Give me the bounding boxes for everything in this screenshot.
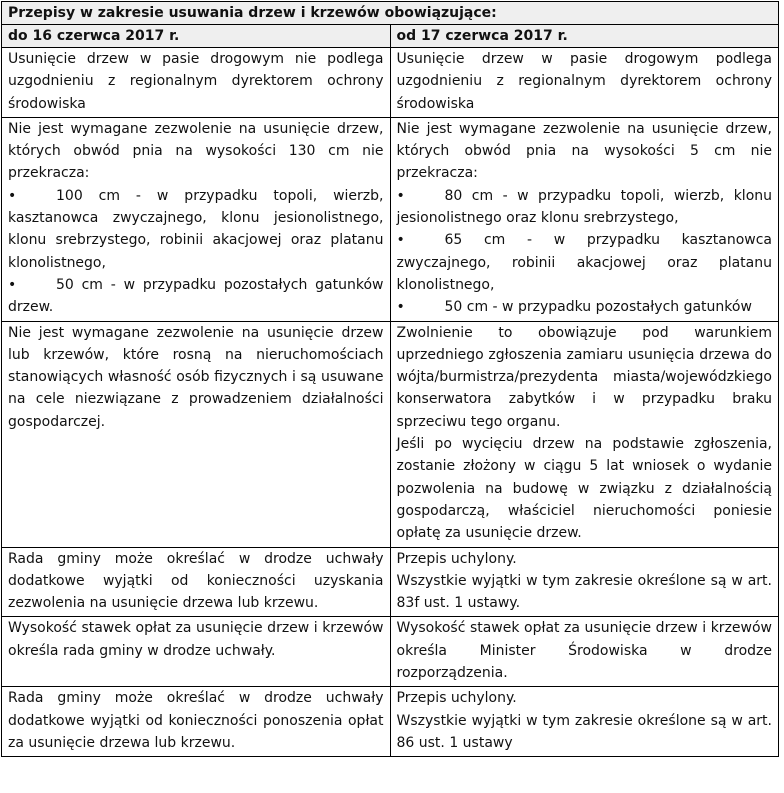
bullet-icon: •	[396, 187, 405, 204]
bullet-icon: •	[8, 276, 17, 293]
cell-text: Rada gminy może określać w drodze uchwały dodatkowe wyjątki od konieczności uzyskania zezwolenia na usunięcie drzewa lub krzewu.	[8, 550, 384, 612]
cell-text: Usunięcie drzew w pasie drogowym nie podlega uzgodnieniu z regionalnym dyrektorem ochrony środowiska	[8, 51, 384, 112]
bullet-icon: •	[396, 299, 405, 316]
cell-text: Jeśli po wycięciu drzew na podstawie zgłoszenia, zostanie złożony w ciągu 5 lat wniosek o wydanie pozwolenia na budowę w związku z działalnością gospodarczą, właściciel nieruchomości poniesie opłatę za usunięcie drzew.	[396, 436, 772, 542]
table-row	[2, 117, 779, 321]
column-header-after: od 17 czerwca 2017 r.	[390, 25, 779, 48]
column-header-row	[2, 25, 779, 48]
cell-text: Zwolnienie to obowiązuje pod warunkiem uprzedniego zgłoszenia zamiaru usunięcia drzewa do wójta/burmistrza/prezydenta miasta/wojewódzkiego konserwatora zabytków i w przypadku braku sprzeciwu tego organu.	[396, 324, 772, 430]
table-title: Przepisy w zakresie usuwania drzew i krzewów obowiązujące:	[2, 2, 779, 25]
bullet-item	[397, 296, 773, 318]
cell-text: Przepis uchylony.	[396, 690, 517, 707]
cell-after	[390, 617, 779, 687]
cell-text: Wszystkie wyjątki w tym zakresie określone są w art. 83f ust. 1 ustawy.	[396, 572, 772, 612]
bullet-item	[8, 274, 384, 319]
bullet-icon: •	[396, 232, 405, 249]
cell-text: Nie jest wymagane zezwolenie na usunięcie drzew, których obwód pnia na wysokości 130 cm nie przekracza:	[8, 120, 384, 182]
cell-after	[390, 321, 779, 547]
cell-text: Nie jest wymagane zezwolenie na usunięcie drzew, których obwód pnia na wysokości 5 cm nie przekracza:	[396, 120, 772, 182]
bullet-item	[397, 185, 773, 230]
regulations-table	[1, 1, 779, 757]
column-header-before: do 16 czerwca 2017 r.	[2, 25, 391, 48]
table-row	[2, 687, 779, 757]
cell-before	[2, 617, 391, 687]
cell-before	[2, 117, 391, 321]
bullet-text: 50 cm - w przypadku pozostałych gatunków drzew.	[8, 276, 384, 316]
cell-before	[2, 48, 391, 118]
cell-before	[2, 547, 391, 617]
cell-text: Przepis uchylony.	[396, 550, 517, 567]
table-row	[2, 547, 779, 617]
bullet-text: 65 cm - w przypadku kasztanowca zwyczajnego, robinii akacjowej oraz platanu klonolistnego,	[396, 232, 772, 293]
cell-text: Wysokość stawek opłat za usunięcie drzew i krzewów określa Minister Środowiska w drodze rozporządzenia.	[396, 620, 772, 682]
cell-after	[390, 687, 779, 757]
cell-after	[390, 117, 779, 321]
cell-text: Usunięcie drzew w pasie drogowym podlega uzgodnieniu z regionalnym dyrektorem ochrony środowiska	[396, 51, 772, 112]
cell-text: Wysokość stawek opłat za usunięcie drzew i krzewów określa rada gminy w drodze uchwały.	[8, 620, 384, 659]
table-row	[2, 617, 779, 687]
cell-text: Wszystkie wyjątki w tym zakresie określone są w art. 86 ust. 1 ustawy	[396, 712, 772, 751]
table-row	[2, 48, 779, 118]
bullet-text: 50 cm - w przypadku pozostałych gatunków	[444, 299, 752, 316]
bullet-item	[8, 185, 384, 274]
bullet-text: 80 cm - w przypadku topoli, wierzb, klonu jesionolistnego oraz klonu srebrzystego,	[396, 187, 772, 227]
table-row	[2, 321, 779, 547]
title-row	[2, 2, 779, 25]
cell-after	[390, 48, 779, 118]
cell-text: Rada gminy może określać w drodze uchwały dodatkowe wyjątki od konieczności ponoszenia opłat za usunięcie drzewa lub krzewu.	[8, 690, 384, 751]
cell-after	[390, 547, 779, 617]
cell-before	[2, 321, 391, 547]
bullet-icon: •	[8, 187, 17, 204]
cell-text: Nie jest wymagane zezwolenie na usunięcie drzew lub krzewów, które rosną na nieruchomościach stanowiących własność osób fizycznych i są usuwane na cele niezwiązane z prowadzeniem działalności gospodarczej.	[8, 324, 384, 430]
bullet-item	[397, 229, 773, 296]
bullet-text: 100 cm - w przypadku topoli, wierzb, kasztanowca zwyczajnego, klonu jesionolistnego, klonu srebrzystego, robinii akacjowej oraz platanu klonolistnego,	[8, 187, 384, 271]
cell-before	[2, 687, 391, 757]
